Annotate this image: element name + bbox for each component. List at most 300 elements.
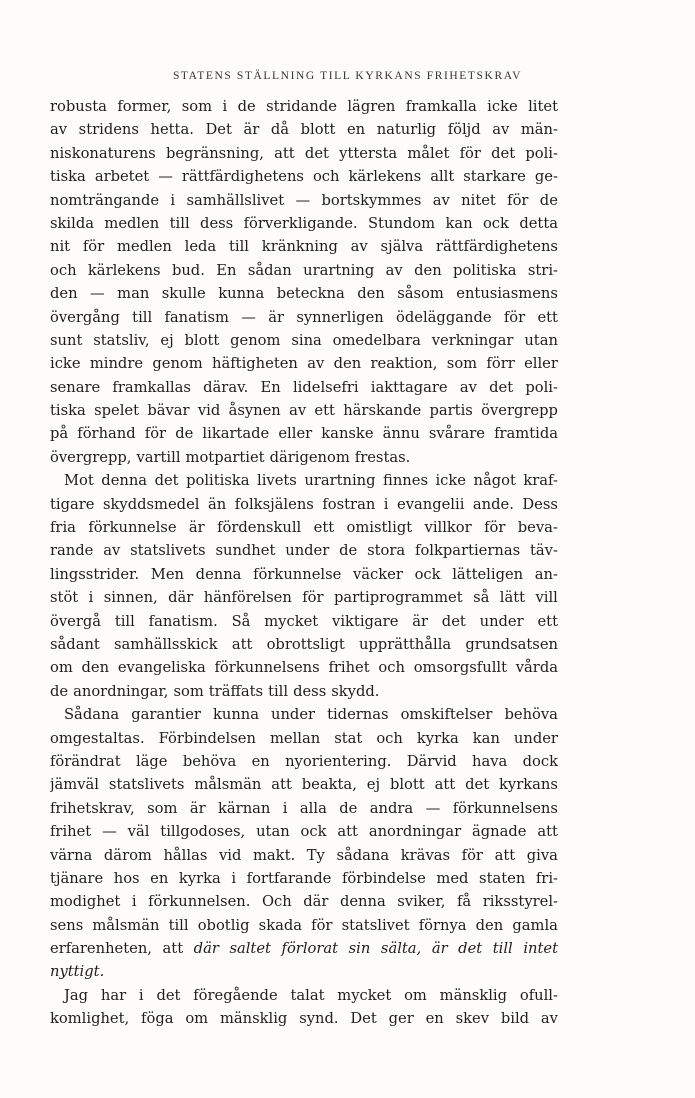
word: mellan bbox=[269, 729, 321, 747]
text-line bbox=[50, 352, 558, 375]
word: iakttagare bbox=[370, 378, 448, 396]
word: för bbox=[302, 589, 324, 607]
word: modighet bbox=[50, 893, 121, 911]
word: skulle bbox=[161, 285, 206, 303]
word: an- bbox=[534, 565, 558, 583]
word: målet bbox=[407, 144, 450, 162]
word: de bbox=[339, 542, 358, 560]
word: poli- bbox=[525, 378, 558, 396]
word: partis bbox=[429, 402, 473, 420]
word: ett bbox=[313, 519, 335, 537]
text-line bbox=[50, 446, 558, 469]
word: och bbox=[378, 659, 405, 677]
word: ande. bbox=[472, 495, 514, 513]
word: så bbox=[473, 589, 490, 607]
word: sin bbox=[348, 940, 371, 958]
word: därigenom bbox=[269, 448, 350, 466]
word: fria bbox=[50, 519, 76, 537]
word: det bbox=[491, 144, 516, 162]
word: Därvid bbox=[406, 752, 457, 770]
word: grundsatsen bbox=[465, 635, 558, 653]
word: få bbox=[456, 893, 472, 911]
word: intet bbox=[523, 940, 558, 958]
word: den bbox=[357, 285, 385, 303]
word: ock bbox=[482, 214, 509, 232]
word: bild bbox=[500, 1010, 530, 1028]
word: såsom bbox=[397, 285, 444, 303]
word: täv- bbox=[530, 542, 558, 560]
word: stora bbox=[367, 542, 406, 560]
word: Stundom bbox=[368, 214, 436, 232]
word: det bbox=[154, 472, 179, 490]
word: frihetskrav, bbox=[50, 799, 135, 817]
word: vårda bbox=[515, 659, 558, 677]
text-line bbox=[50, 820, 558, 843]
word: att bbox=[271, 776, 292, 794]
text-line bbox=[50, 469, 558, 492]
text-line bbox=[50, 563, 558, 586]
word: till bbox=[268, 682, 289, 700]
word: ge- bbox=[534, 168, 558, 186]
word: att bbox=[162, 940, 184, 958]
word: rande bbox=[50, 542, 94, 560]
word: på bbox=[50, 425, 69, 443]
word: för bbox=[311, 916, 333, 934]
word: lätt bbox=[499, 589, 526, 607]
text-line bbox=[50, 610, 558, 633]
word: den bbox=[414, 261, 442, 279]
text-line bbox=[50, 656, 558, 679]
word: förverkligande. bbox=[243, 214, 358, 232]
word: mänsklig bbox=[219, 1010, 288, 1028]
word: tiska bbox=[50, 168, 86, 186]
word: i bbox=[170, 191, 176, 209]
word: kränkning bbox=[261, 238, 338, 256]
text-line bbox=[50, 633, 558, 656]
word: lidelsefri bbox=[292, 378, 359, 396]
word: Det bbox=[205, 121, 232, 139]
word: för bbox=[459, 144, 481, 162]
word: utan bbox=[256, 823, 290, 841]
word: med bbox=[436, 869, 469, 887]
word: bud. bbox=[171, 261, 205, 279]
word: av bbox=[307, 355, 325, 373]
word: utan bbox=[524, 331, 558, 349]
word: statslivet bbox=[341, 916, 410, 934]
text-line bbox=[50, 890, 558, 913]
word: av bbox=[492, 121, 510, 139]
word: blott bbox=[389, 776, 425, 794]
word: giva bbox=[526, 846, 558, 864]
word: är bbox=[412, 612, 428, 630]
text-line bbox=[50, 306, 558, 329]
word: de bbox=[339, 799, 358, 817]
word: av bbox=[540, 1010, 558, 1028]
word: blott bbox=[184, 331, 220, 349]
word: detta bbox=[519, 214, 558, 232]
word: tillgodoses, bbox=[160, 823, 246, 841]
word: genom bbox=[152, 355, 203, 373]
word: omistligt bbox=[346, 519, 413, 537]
word: frihet bbox=[50, 823, 92, 841]
text-line bbox=[50, 797, 558, 820]
text-line bbox=[50, 586, 558, 609]
word: Det bbox=[350, 1010, 377, 1028]
word: denna bbox=[339, 893, 386, 911]
word: sälta, bbox=[380, 940, 422, 958]
word: stöt bbox=[50, 589, 79, 607]
word: genom bbox=[230, 331, 281, 349]
word: den bbox=[81, 659, 110, 677]
word: och bbox=[50, 261, 77, 279]
word: stat bbox=[334, 729, 363, 747]
word: dock bbox=[522, 752, 558, 770]
word: mycket bbox=[264, 612, 319, 630]
word: kunna bbox=[218, 285, 265, 303]
text-line bbox=[50, 750, 558, 773]
text-line bbox=[50, 773, 558, 796]
word: i bbox=[138, 986, 144, 1004]
text-line bbox=[50, 259, 558, 282]
word: skada bbox=[258, 916, 303, 934]
word: som bbox=[147, 799, 178, 817]
word: det bbox=[156, 986, 181, 1004]
word: framkallas bbox=[112, 378, 191, 396]
word: män- bbox=[520, 121, 558, 139]
word: om bbox=[404, 986, 427, 1004]
word: gamla bbox=[512, 916, 558, 934]
word: sina bbox=[291, 331, 322, 349]
word: rättfärdighetens bbox=[435, 238, 558, 256]
word: icke bbox=[435, 472, 466, 490]
word: robusta bbox=[50, 98, 107, 115]
word: att bbox=[231, 635, 253, 653]
word: svårare bbox=[428, 425, 485, 443]
word: är bbox=[188, 519, 205, 537]
word: sundhet bbox=[215, 542, 276, 560]
word: synnerligen bbox=[296, 308, 384, 326]
word: där bbox=[303, 893, 329, 911]
word: nyttigt. bbox=[50, 963, 105, 981]
word: mycket bbox=[337, 986, 392, 1004]
word: därom bbox=[103, 846, 152, 864]
word: själva bbox=[380, 238, 424, 256]
text-line bbox=[50, 189, 558, 212]
word: hållas bbox=[163, 846, 208, 864]
word: att bbox=[274, 144, 295, 162]
word: kyrkans bbox=[499, 776, 558, 794]
word: medlen bbox=[116, 238, 172, 256]
word: motpartiet bbox=[185, 448, 265, 466]
text-line bbox=[50, 399, 558, 422]
word: tjänare bbox=[50, 869, 104, 887]
word: talat bbox=[290, 986, 325, 1004]
word: omedelbara bbox=[332, 331, 421, 349]
word: kraf- bbox=[523, 472, 558, 490]
word: dess bbox=[200, 214, 234, 232]
word: hava bbox=[472, 752, 508, 770]
word: blott bbox=[300, 121, 336, 139]
word: skydd. bbox=[331, 682, 380, 700]
word: ägnade bbox=[471, 823, 527, 841]
word: begränsning, bbox=[165, 144, 264, 162]
word: det bbox=[441, 612, 466, 630]
word: förkunnelsens bbox=[214, 659, 320, 677]
word: förr bbox=[486, 355, 515, 373]
word: förändrat bbox=[50, 752, 121, 770]
text-line bbox=[50, 539, 558, 562]
word: ej bbox=[160, 331, 174, 349]
text-line bbox=[50, 118, 558, 141]
word: staten bbox=[479, 869, 526, 887]
word: leda bbox=[184, 238, 217, 256]
word: lätteligen bbox=[452, 565, 524, 583]
word: riksstyrel- bbox=[482, 893, 558, 911]
text-line bbox=[50, 235, 558, 258]
word: för bbox=[484, 519, 506, 537]
word: om bbox=[50, 659, 73, 677]
word: under bbox=[479, 612, 524, 630]
word: Ty bbox=[306, 846, 325, 864]
word: att bbox=[537, 823, 558, 841]
word: fanatism bbox=[164, 308, 229, 326]
word: Dess bbox=[522, 495, 558, 513]
word: sådant bbox=[50, 635, 100, 653]
word: de bbox=[539, 191, 558, 209]
word: sinnen, bbox=[103, 589, 158, 607]
word: övergång bbox=[50, 308, 120, 326]
word: om bbox=[185, 1010, 209, 1028]
word: garantier bbox=[131, 706, 201, 724]
word: av bbox=[432, 191, 450, 209]
text-line bbox=[50, 867, 558, 890]
word: viktigare bbox=[332, 612, 399, 630]
body-text bbox=[50, 95, 558, 1031]
text-line bbox=[50, 493, 558, 516]
word: folksjälens bbox=[234, 495, 314, 513]
word: till bbox=[132, 308, 153, 326]
word: sens bbox=[50, 916, 84, 934]
word: skilda bbox=[50, 214, 94, 232]
word: niskonaturens bbox=[50, 144, 156, 162]
text-line bbox=[50, 516, 558, 539]
word: sviker, bbox=[397, 893, 446, 911]
word: denna bbox=[101, 472, 148, 490]
word: nitet bbox=[461, 191, 496, 209]
word: senare bbox=[50, 378, 101, 396]
word: en bbox=[346, 121, 366, 139]
word: i bbox=[88, 589, 94, 607]
word: fri- bbox=[535, 869, 558, 887]
word: komlighet, bbox=[50, 1010, 130, 1028]
word: förnya bbox=[418, 916, 467, 934]
word: icke bbox=[50, 355, 81, 373]
word: träffats bbox=[208, 682, 264, 700]
word: Jag bbox=[64, 986, 89, 1004]
word: stridens bbox=[78, 121, 139, 139]
word: samhällslivet bbox=[186, 191, 285, 209]
word: beteckna bbox=[276, 285, 345, 303]
word: och bbox=[312, 168, 340, 186]
word: starkare bbox=[463, 168, 526, 186]
word: — bbox=[90, 285, 105, 303]
text-line bbox=[50, 984, 558, 1007]
word: dess bbox=[293, 682, 327, 700]
word: förkunnelsens bbox=[452, 799, 558, 817]
word: nyorientering. bbox=[285, 752, 392, 770]
word: fördenskull bbox=[217, 519, 302, 537]
word: verkningar bbox=[431, 331, 514, 349]
word: ock bbox=[300, 823, 327, 841]
text-line bbox=[50, 703, 558, 726]
word: omgestaltas. bbox=[50, 729, 145, 747]
word: anordningar bbox=[368, 823, 462, 841]
word: frihet bbox=[328, 659, 370, 677]
word: ett bbox=[537, 308, 558, 326]
word: sådan bbox=[247, 261, 292, 279]
word: bortskymmes bbox=[321, 191, 422, 209]
word: att bbox=[434, 776, 456, 794]
word: ett bbox=[314, 402, 335, 420]
word: statslivets bbox=[130, 542, 206, 560]
word: anordningar, bbox=[73, 682, 169, 700]
word: kärlekens bbox=[348, 168, 422, 186]
word: mindre bbox=[89, 355, 144, 373]
word: det bbox=[304, 144, 329, 162]
word: medlen bbox=[104, 214, 160, 232]
word: former, bbox=[117, 98, 172, 115]
word: tidernas bbox=[327, 706, 389, 724]
word: att bbox=[494, 846, 516, 864]
word: kärlekens bbox=[87, 261, 161, 279]
word: ett bbox=[537, 612, 558, 630]
word: krävas bbox=[400, 846, 451, 864]
word: en bbox=[251, 752, 270, 770]
word: mänsklig bbox=[439, 986, 508, 1004]
word: målsmän bbox=[92, 916, 160, 934]
word: kan bbox=[472, 729, 500, 747]
word: en bbox=[425, 1010, 444, 1028]
word: kanske bbox=[321, 425, 374, 443]
word: lägren bbox=[347, 98, 396, 115]
word: beakta, bbox=[301, 776, 357, 794]
word: stridande bbox=[266, 98, 337, 115]
word: för bbox=[144, 425, 167, 443]
word: väcker bbox=[353, 565, 403, 583]
word: saltet bbox=[229, 940, 271, 958]
word: för bbox=[461, 846, 483, 864]
word: Sådana bbox=[64, 706, 120, 724]
word: politiska bbox=[453, 261, 517, 279]
word: en bbox=[150, 869, 169, 887]
word: hetta. bbox=[150, 121, 194, 139]
word: i bbox=[131, 893, 137, 911]
word: som bbox=[181, 98, 213, 115]
word: alla bbox=[299, 799, 327, 817]
word: nit bbox=[50, 238, 71, 256]
word: poli- bbox=[525, 144, 558, 162]
text-line bbox=[50, 165, 558, 188]
word: av bbox=[350, 238, 368, 256]
word: ger bbox=[388, 1010, 414, 1028]
word: litet bbox=[528, 98, 558, 115]
word: vartill bbox=[136, 448, 181, 466]
word: — bbox=[102, 823, 117, 841]
word: tigare bbox=[50, 495, 95, 513]
text-line bbox=[50, 1007, 558, 1030]
word: villkor bbox=[424, 519, 472, 537]
word: urartning bbox=[303, 261, 375, 279]
word: statslivets bbox=[108, 776, 185, 794]
word: eller bbox=[524, 355, 558, 373]
word: förkunnelsen. bbox=[148, 893, 251, 911]
text-line bbox=[50, 914, 558, 937]
word: Så bbox=[231, 612, 251, 630]
word: i bbox=[231, 869, 237, 887]
word: partiprogrammet bbox=[333, 589, 463, 607]
word: jämväl bbox=[50, 776, 99, 794]
word: sunt bbox=[50, 331, 83, 349]
word: folkpartiernas bbox=[415, 542, 521, 560]
word: ej bbox=[366, 776, 381, 794]
word: som bbox=[173, 682, 204, 700]
word: omskiftelser bbox=[400, 706, 493, 724]
word: till bbox=[114, 612, 135, 630]
word: därav. bbox=[203, 378, 249, 396]
word: politiska bbox=[186, 472, 250, 490]
word: övergrepp, bbox=[50, 448, 132, 466]
word: ännu bbox=[382, 425, 420, 443]
word: livets bbox=[257, 472, 297, 490]
word: av bbox=[103, 542, 121, 560]
word: förhand bbox=[77, 425, 136, 443]
word: då bbox=[270, 121, 289, 139]
word: förlorat bbox=[281, 940, 339, 958]
word: är bbox=[243, 121, 260, 139]
word: i bbox=[282, 799, 288, 817]
text-line bbox=[50, 376, 558, 399]
text-line bbox=[50, 960, 558, 983]
word: nomträngande bbox=[50, 191, 160, 209]
word: naturlig bbox=[376, 121, 437, 139]
word: vid bbox=[197, 402, 221, 420]
word: till bbox=[168, 916, 189, 934]
word: icke bbox=[487, 98, 518, 115]
word: av bbox=[459, 378, 477, 396]
word: finnes bbox=[383, 472, 428, 490]
word: denna bbox=[195, 565, 242, 583]
word: i bbox=[383, 495, 389, 513]
word: under bbox=[285, 542, 330, 560]
word: än bbox=[207, 495, 227, 513]
word: obrottsligt bbox=[266, 635, 345, 653]
word: andra bbox=[369, 799, 414, 817]
word: man bbox=[117, 285, 150, 303]
word: synd. bbox=[299, 1010, 339, 1028]
word: omsorgsfullt bbox=[413, 659, 507, 677]
word: reaktion, bbox=[370, 355, 438, 373]
word: där bbox=[168, 589, 194, 607]
word: av bbox=[50, 121, 68, 139]
word: hänförelsen bbox=[203, 589, 292, 607]
word: En bbox=[216, 261, 237, 279]
word: framkalla bbox=[405, 98, 477, 115]
word: behöva bbox=[182, 752, 237, 770]
word: läge bbox=[135, 752, 168, 770]
word: Men bbox=[150, 565, 184, 583]
text-line bbox=[50, 329, 558, 352]
word: kyrka bbox=[416, 729, 459, 747]
